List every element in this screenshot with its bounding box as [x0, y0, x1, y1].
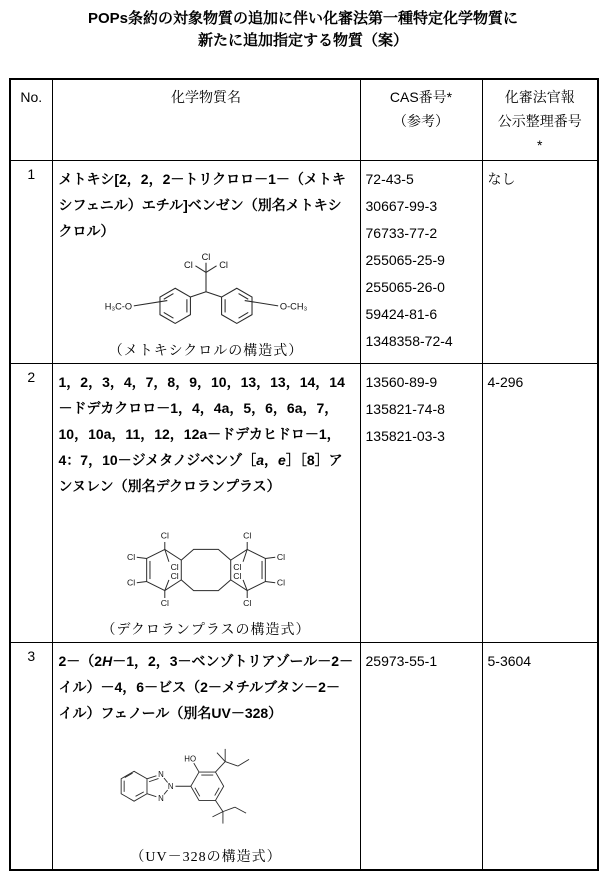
- hydroxyl-group-label: HO: [183, 754, 196, 764]
- n-atom-label: N: [167, 781, 173, 791]
- document-title-line2: 新たに追加指定する物質（案）: [197, 32, 408, 49]
- cas-number: 76733-77-2: [365, 225, 438, 241]
- substances-table: [9, 78, 599, 871]
- cl-atom-label: Cl: [233, 571, 242, 582]
- document-title-line1: POPs条約の対象物質の追加に伴い化審法第一種特定化学物質に: [87, 10, 519, 27]
- row3-structure-caption: （UV－328の構造式）: [130, 850, 282, 865]
- row1-structure-caption: （メトキシクロルの構造式）: [108, 344, 304, 359]
- row1-chemical-name: メトキシ[2，2，2－トリクロロ－1－（メトキシフェニル）エチル]ベンゼン（別名メトキシクロル）: [58, 171, 346, 239]
- row1-cas-cell: [360, 161, 482, 364]
- cl-atom-label: Cl: [219, 260, 228, 270]
- cl-atom-label: Cl: [243, 598, 252, 609]
- table-row-dechlorane-plus: [10, 364, 598, 643]
- row2-gazette-cell: [482, 364, 598, 643]
- row3-chemical-name: 2－（2H－1，2，3－ベンゾトリアゾール－2－イル）－4，6－ビス（2－メチルブタン－2－イル）フェノール（別名UV－328）: [58, 653, 354, 721]
- cas-number: 255065-25-9: [365, 252, 445, 268]
- row3-gazette-number: 5-3604: [487, 653, 532, 669]
- row3-number: 3: [10, 643, 52, 871]
- row2-structure-caption: （デクロランプラスの構造式）: [101, 623, 311, 638]
- header-gazette-line2: 公示整理番号: [497, 113, 582, 129]
- header-chemical-name-cell: [52, 79, 360, 161]
- row2-gazette-number: 4-296: [487, 374, 524, 390]
- cl-atom-label: Cl: [126, 552, 136, 563]
- row2-cas-cell: [360, 364, 482, 643]
- cas-number: 255065-26-0: [365, 279, 445, 295]
- row1-gazette-cell: [482, 161, 598, 364]
- header-cas-cell: [360, 79, 482, 161]
- cl-atom-label: Cl: [170, 571, 179, 582]
- table-header-row: [10, 79, 598, 161]
- cl-atom-label: Cl: [233, 562, 242, 572]
- methoxy-group-label: H₃C-O: [104, 301, 133, 312]
- uv328-structure-diagram: [58, 728, 355, 845]
- cas-number: 135821-74-8: [365, 401, 445, 417]
- cas-number-list: [366, 367, 477, 450]
- cas-number: 25973-55-1: [365, 653, 438, 669]
- cl-atom-label: Cl: [276, 577, 286, 588]
- row2-number: 2: [10, 364, 52, 643]
- cas-number: 30667-99-3: [365, 198, 438, 214]
- header-cas-line2: （参考）: [393, 113, 449, 129]
- row2-chemical-name-cell: [52, 364, 360, 643]
- n-atom-label: N: [157, 793, 164, 803]
- header-gazette-cell: [482, 79, 598, 161]
- cl-atom-label: Cl: [126, 577, 136, 588]
- cl-atom-label: Cl: [201, 252, 211, 263]
- header-cas-line1: CAS番号*: [389, 89, 453, 105]
- cl-atom-label: Cl: [160, 530, 169, 541]
- row3-cas-cell: [360, 643, 482, 871]
- header-gazette-line1: 化審法官報: [504, 89, 575, 105]
- cas-number: 72-43-5: [365, 171, 414, 187]
- cas-number: 135821-03-3: [365, 428, 445, 444]
- row1-gazette-number: なし: [487, 171, 516, 187]
- document-title: [0, 0, 606, 52]
- methoxychlor-structure-diagram: [58, 246, 355, 339]
- header-no-cell: [10, 79, 52, 161]
- cl-atom-label: Cl: [243, 530, 252, 541]
- row3-chemical-name-cell: [52, 643, 360, 871]
- cl-atom-label: Cl: [160, 598, 169, 609]
- methoxy-group-label: O-CH₃: [279, 301, 308, 312]
- header-no-label: No.: [20, 89, 43, 105]
- header-gazette-line3: *: [537, 137, 543, 153]
- row1-chemical-name-cell: [52, 161, 360, 364]
- cas-number: 13560-89-9: [365, 374, 438, 390]
- n-atom-label: N: [157, 769, 164, 779]
- row2-chemical-name: 1，2，3，4，7，8，9，10，13，13，14，14－ドデカクロロ－1，4，4a，5，6，6a，7，10，10a，11，12，12a－ドデカヒドロ－1，4：7，10－ジメタノジベンゾ［a，e］［8］アンヌレン（別名デクロランプラス）: [58, 374, 345, 494]
- table-row-methoxychlor: [10, 161, 598, 364]
- row3-gazette-cell: [482, 643, 598, 871]
- header-chemical-name-label: 化学物質名: [171, 89, 241, 105]
- cas-number-list: [366, 646, 477, 675]
- cas-number: 1348358-72-4: [365, 333, 453, 349]
- dechlorane-plus-structure-diagram: [58, 527, 355, 618]
- cas-number-list: [366, 164, 477, 355]
- cas-number: 59424-81-6: [365, 306, 438, 322]
- cl-atom-label: Cl: [184, 260, 193, 270]
- row1-number: 1: [10, 161, 52, 364]
- cl-atom-label: Cl: [170, 562, 179, 572]
- table-row-uv328: [10, 643, 598, 871]
- cl-atom-label: Cl: [276, 552, 286, 563]
